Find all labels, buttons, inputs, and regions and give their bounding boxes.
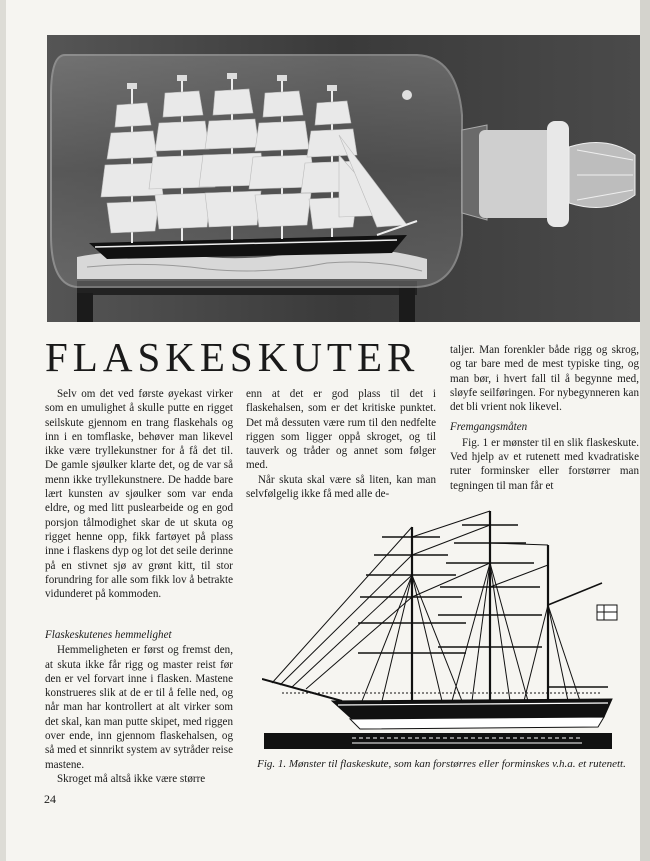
- section-heading: Flaskeskutenes hemmelighet: [45, 629, 172, 641]
- page-edge-right: [640, 0, 650, 861]
- paragraph: Fig. 1 er mønster til en slik flaskeskute. Ved hjelp av et rutenett med kvadratiske ruter forminsker eller forstørrer man tegningen til man får et: [450, 436, 639, 492]
- page-edge-left: [0, 0, 6, 861]
- paragraph: Skroget må altså ikke være større: [57, 772, 206, 785]
- text-column-3: [450, 343, 639, 493]
- paragraph: Selv om det ved første øyekast virker som en umulighet å skulle putte en rigget seilskute gjennom en trang flaskehals og inn i en tomflaske, behøver man likevel ikke være tryllekunstner for å få det til. De gamle sjøulker klarte det, og de var så menn ikke tryllekunstnere. De hadde bare lært kunsten av sjøulker som var enda eldre, og med litt puslearbeide og en god porsjon tålmodighet skar de ut skuta og rigget henne opp, fikk fartøyet på plass inne i flaskens dyp og lot det seile derinne på en stivnet sjø av grønt kitt, til stor forundring for alle som fikk lov å betrakte vidunderet på kommoden.: [45, 388, 233, 601]
- paragraph: taljer. Man forenkler både rigg og skrog, og tar bare med de mest typiske ting, og man bør, i hvert fall til å begynne med, sløyfe seilføringen. For nybegynneren kan det bli vrient nok likevel.: [450, 344, 639, 414]
- ship-pattern-figure: [262, 505, 622, 755]
- figure-caption: Fig. 1. Mønster til flaskeskute, som kan forstørres eller forminskes v.h.a. et rutenett.: [257, 758, 626, 770]
- text-column-1: [45, 387, 233, 601]
- paragraph: enn at det er god plass til det i flaskehalsen, som er det kritiske punktet. Det må dessuten være rum til den nedfelte riggen som ligger oppå skroget, og til tauverk og tråder og annet som følger med.: [246, 388, 436, 472]
- text-column-2: [246, 387, 436, 501]
- paragraph: Hemmeligheten er først og fremst den, at skuta ikke får rigg og master reist før den er vel forvart inne i flasken. Mastene konstrueres slik at de er til å felle ned, og når man har kontrollert at alt virker som det skal, kan man putte skipet, med riggen over ende, inn gjennom flaskehalsen, og så med et sinnrikt system av sytråder reise mastene.: [45, 644, 233, 771]
- section-heading: Fremgangsmåten: [450, 421, 528, 434]
- paragraph: Når skuta skal være så liten, kan man selvfølgelig ikke få med alle de-: [246, 473, 436, 501]
- page-title: FLASKESKUTER: [45, 334, 420, 380]
- text-column-1-lower: [45, 625, 233, 786]
- ship-in-bottle-photo: [47, 35, 640, 322]
- page-number: 24: [44, 792, 56, 806]
